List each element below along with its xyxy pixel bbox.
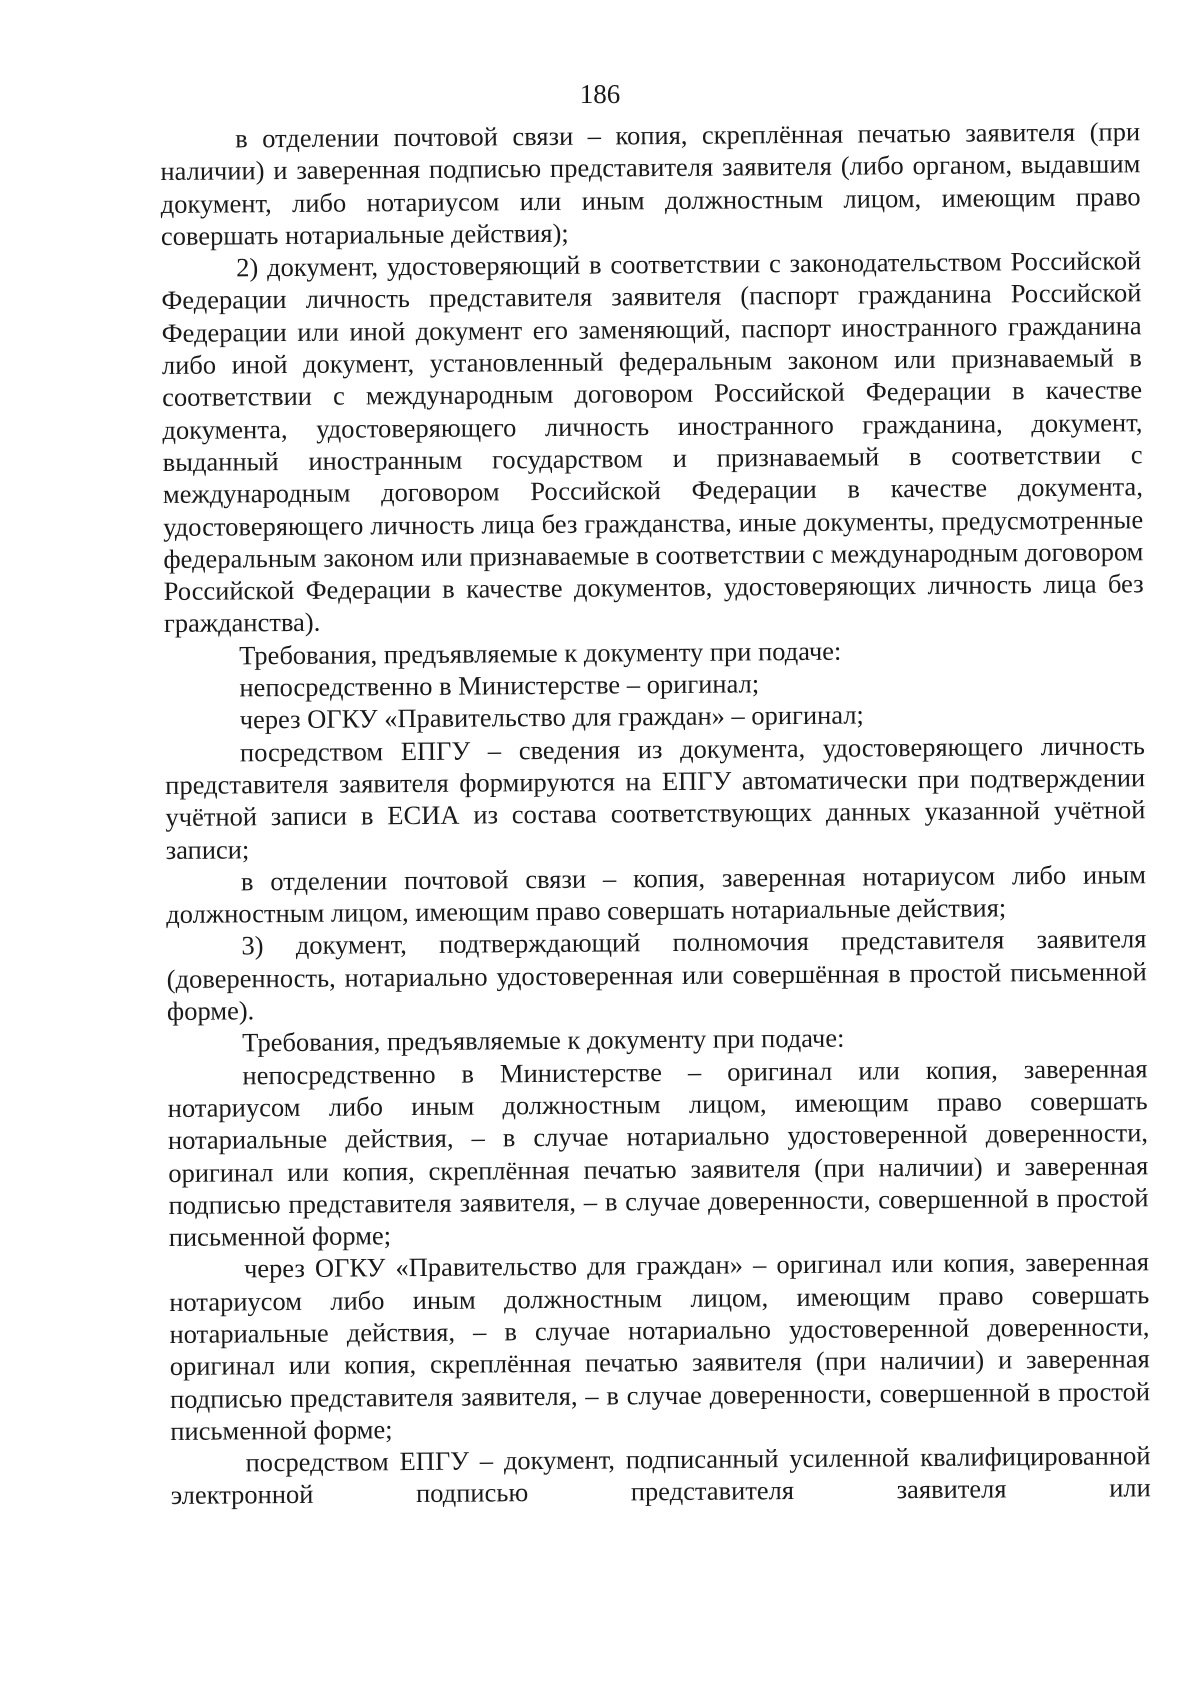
paragraph-item-3-power-of-attorney: 3) документ, подтверждающий полномочия представителя заявителя (доверенность, нотариально удостоверенная или совершённая в простой письменной форме). — [166, 923, 1147, 1026]
paragraph-ministry-original-or-copy: непосредственно в Министерстве – оригинал или копия, заверенная нотариусом либо иным должностным лицом, имеющим право совершать нотариальные действия, – в случае нотариально удостоверенной доверенности, оригинал или копия, скреплённая печатью заявителя (при наличии) и заверенная подписью представителя заявителя, – в случае доверенности, совершенной в простой письменной форме; — [167, 1052, 1149, 1253]
paragraph-ogku-original: через ОГКУ «Правительство для граждан» – оригинал; — [239, 699, 864, 735]
paragraph-item-2-identity-document: 2) документ, удостоверяющий в соответствии с законодательством Российской Федерации личность представителя заявителя (паспорт гражданина Российской Федерации или иной документ его заменяющий, паспорт иностранного гражданина либо иной документ, установленный федеральным законом или признаваемый в соответствии с международным договором Российской Федерации в качестве документа, удостоверяющего личность иностранного гражданина, документ, выданный иностранным государством и признаваемый в соответствии с международным договором Российской Федерации в качестве документа, удостоверяющего личность лица без гражданства, иные документы, предусмотренные федеральным законом или признаваемые в соответствии с международным договором Российской Федерации в качестве документов, удостоверяющих личность лица без гражданства). — [161, 245, 1144, 639]
paragraph-ministry-original: непосредственно в Министерстве – оригинал; — [239, 668, 760, 703]
paragraph-requirements-heading: Требования, предъявляемые к документу при подаче: — [239, 635, 842, 671]
paragraph-epgu-signed-document: посредством ЕПГУ – документ, подписанный усиленной квалифицированной электронной подписью представителя заявителя или — [170, 1440, 1151, 1511]
paragraph-postal-copy-notarized: в отделении почтовой связи – копия, скреплённая печатью заявителя (при наличии) и заверенная подписью представителя заявителя (либо органом, выдавшим документ, либо нотариусом или иным должностным лицом, имеющим право совершать нотариальные действия); — [160, 116, 1141, 251]
document-body — [160, 115, 1151, 1511]
paragraph-epgu-automatic: посредством ЕПГУ – сведения из документа, удостоверяющего личность представителя заявителя формируются на ЕПГУ автоматически при подтверждении учётной записи в ЕСИА из состава соответствующих данных указанной учётной записи; — [165, 729, 1146, 865]
paragraph-requirements-heading-2: Требования, предъявляемые к документу при подаче: — [242, 1022, 845, 1058]
page-number: 186 — [579, 79, 621, 109]
paragraph-ogku-original-or-copy: через ОГКУ «Правительство для граждан» – оригинал или копия, заверенная нотариусом либо иным должностным лицом, имеющим право совершать нотариальные действия, – в случае нотариально удостоверенной доверенности, оригинал или копия, скреплённая печатью заявителя (при наличии) и заверенная подписью представителя заявителя, – в случае доверенности, совершенной в простой письменной форме; — [169, 1246, 1151, 1446]
paragraph-postal-copy: в отделении почтовой связи – копия, заверенная нотариусом либо иным должностным лицом, имеющим право совершать нотариальные действия; — [166, 859, 1147, 930]
